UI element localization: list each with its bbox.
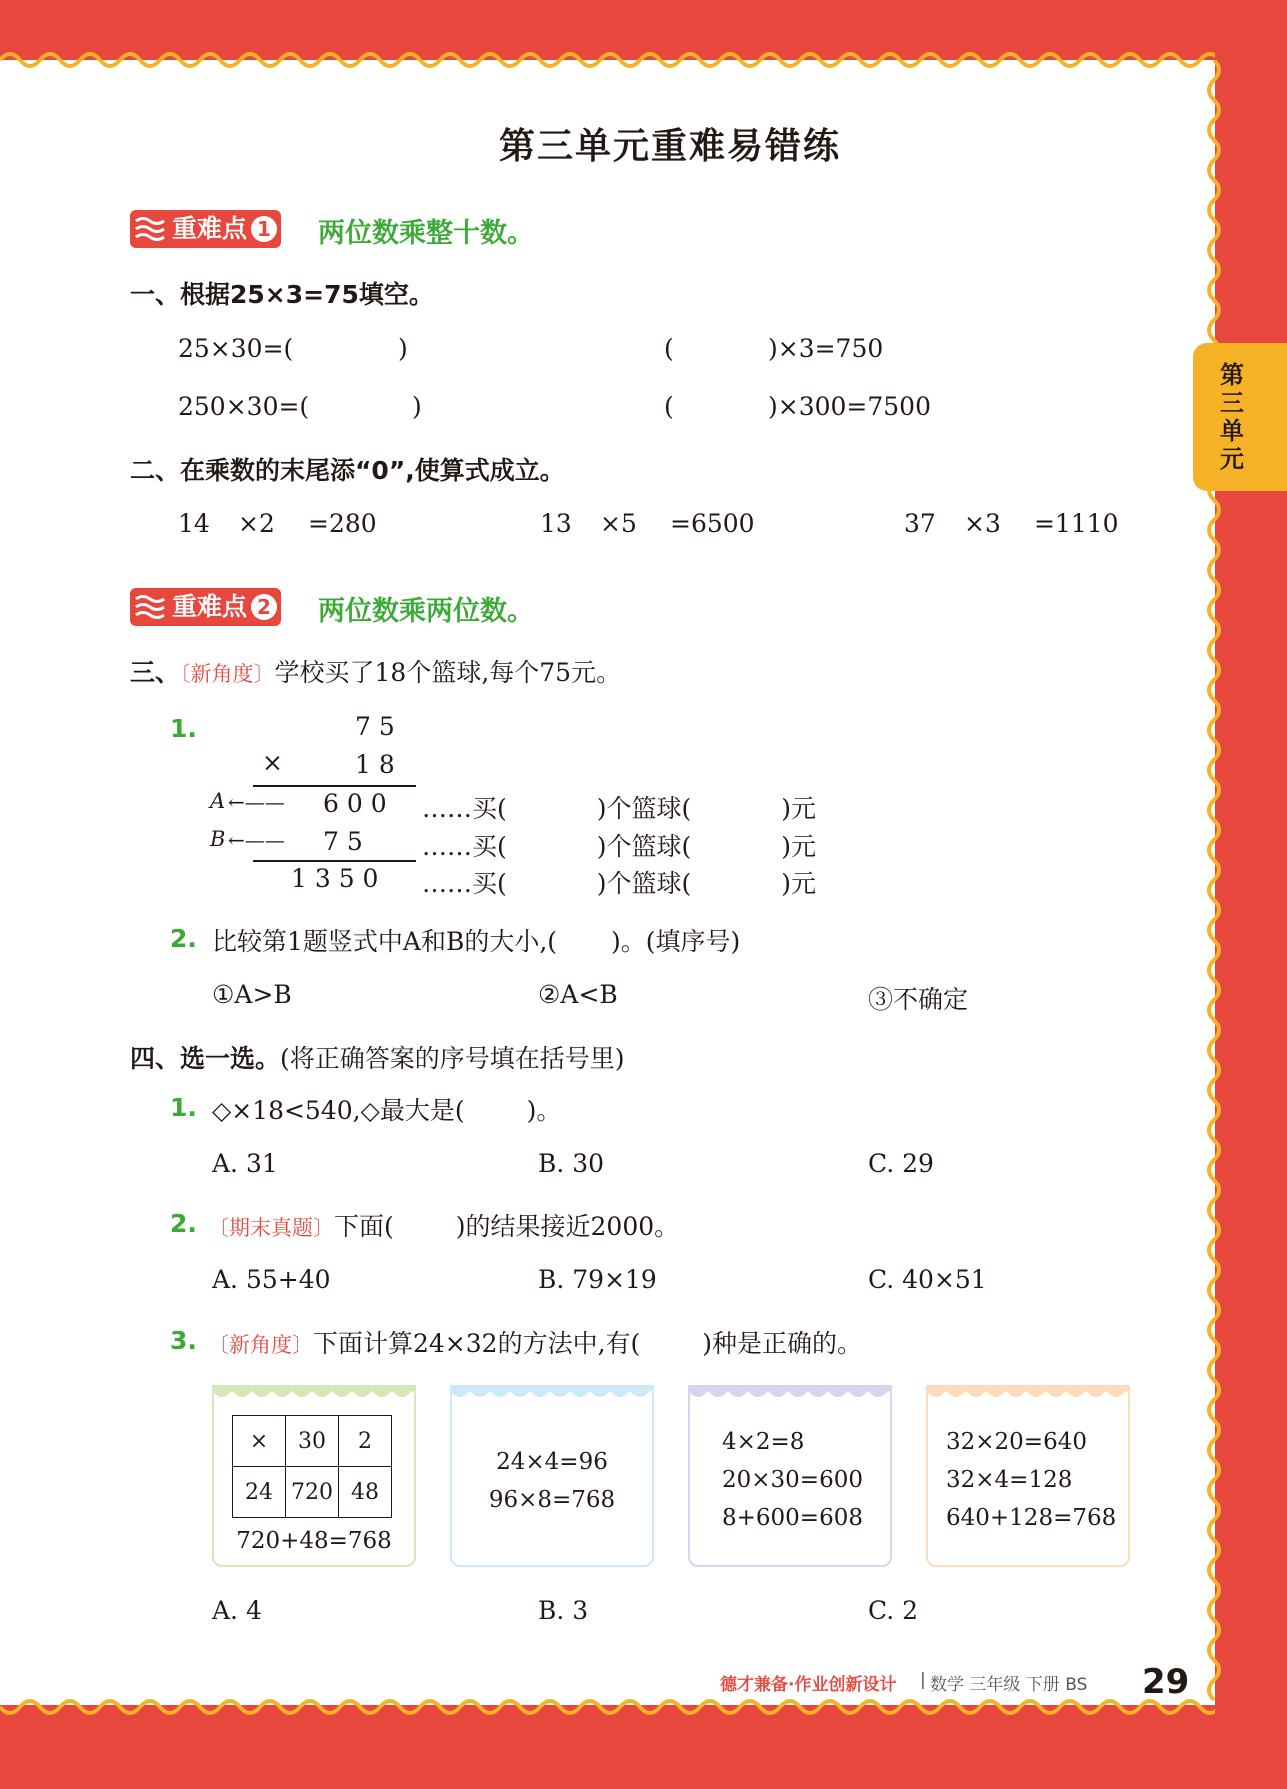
section-number-badge: 1 xyxy=(251,216,277,242)
question-3-heading xyxy=(130,653,621,689)
q3-tag: 〔新角度〕 xyxy=(180,662,275,686)
card-2-line-2: 96×8=768 xyxy=(488,1487,616,1513)
card-3-line-3: 8+600=608 xyxy=(722,1505,863,1531)
q2-item-2-mul: ×5 xyxy=(600,509,637,538)
card-scallop-top xyxy=(212,1385,416,1401)
q3-sub2-option-1[interactable]: ①A>B xyxy=(212,980,292,1009)
page-number: 29 xyxy=(1142,1662,1190,1702)
vert-op: × xyxy=(262,748,283,777)
section-number-badge: 2 xyxy=(251,594,277,620)
question-4-heading: 四、选一选。(将正确答案的序号填在括号里) xyxy=(130,1044,625,1073)
vert-line-2 xyxy=(253,860,416,862)
unit-side-tab-label: 第三单元 xyxy=(1220,361,1244,473)
q1-item-2a: ( xyxy=(664,334,674,363)
q2-item-1-mul: ×2 xyxy=(238,509,275,538)
fill-mid: )个篮球( xyxy=(596,832,692,861)
q1-item-1a: 25×30=( xyxy=(178,334,294,363)
arrow-a-icon: ←—— xyxy=(228,790,285,814)
vert-line-1 xyxy=(253,785,416,787)
method-card-4 xyxy=(926,1385,1130,1567)
q1-item-1b: ) xyxy=(398,334,408,363)
fill-mid: )个篮球( xyxy=(596,794,692,823)
q4-sub3-option-a[interactable]: A. 4 xyxy=(212,1596,262,1625)
q4-sub2-option-b[interactable]: B. 79×19 xyxy=(538,1265,657,1294)
q4-sub3-text: 〔新角度〕下面计算24×32的方法中,有( )种是正确的。 xyxy=(208,1329,863,1358)
wave-lines-icon xyxy=(130,210,170,248)
arrow-b-icon: ←—— xyxy=(228,828,285,852)
fill-mid: )个篮球( xyxy=(596,869,692,898)
q1-item-4a: ( xyxy=(664,392,674,421)
q4-sub1-option-c[interactable]: C. 29 xyxy=(868,1149,934,1178)
vert-row-1: 7 5 xyxy=(355,712,395,741)
fill-buy: ……买( xyxy=(422,869,507,898)
fill-buy: ……买( xyxy=(422,832,507,861)
q3-prefix: 三、 xyxy=(130,658,181,687)
q3-sub2-option-2[interactable]: ②A<B xyxy=(538,980,618,1009)
q2-item-3-num: 37 xyxy=(904,509,936,538)
fill-end: )元 xyxy=(781,794,817,823)
method-card-3 xyxy=(688,1385,892,1567)
section-title-2: 两位数乘两位数。 xyxy=(318,596,534,627)
fill-row-3 xyxy=(422,864,816,900)
q2-item-2-res: =6500 xyxy=(670,509,755,538)
q4-sub3-option-c[interactable]: C. 2 xyxy=(868,1596,919,1625)
vert-row-2: 1 8 xyxy=(355,750,395,779)
q3-sub2-text: 比较第1题竖式中A和B的大小,( )。(填序号) xyxy=(212,927,741,956)
multiplication-grid: × 30 2 24 720 48 xyxy=(232,1415,392,1518)
q4-sub1-option-b[interactable]: B. 30 xyxy=(538,1149,605,1178)
method-card-1 xyxy=(212,1385,416,1567)
q4-sub2-text: 〔期末真题〕下面( )的结果接近2000。 xyxy=(208,1212,680,1241)
bottom-wave-border xyxy=(0,1695,1215,1725)
q1-item-4b: )×300=7500 xyxy=(768,392,931,421)
wave-lines-icon xyxy=(130,588,170,626)
fill-row-1 xyxy=(422,789,816,825)
card-4-line-2: 32×4=128 xyxy=(946,1467,1073,1493)
card-2-line-1: 24×4=96 xyxy=(496,1449,608,1475)
q1-item-3b: ) xyxy=(412,392,422,421)
q2-item-3-mul: ×3 xyxy=(964,509,1001,538)
card-4-line-1: 32×20=640 xyxy=(946,1429,1087,1455)
section-badge-1 xyxy=(130,210,281,248)
fill-row-2 xyxy=(422,827,816,863)
question-2-heading: 二、在乘数的末尾添“0”,使算式成立。 xyxy=(130,456,565,485)
q1-item-3a: 250×30=( xyxy=(178,392,310,421)
section-badge-label: 重难点 xyxy=(172,592,248,621)
q3-text: 学校买了18个篮球,每个75元。 xyxy=(274,658,622,687)
card-1-sum: 720+48=768 xyxy=(236,1528,392,1554)
section-badge-label: 重难点 xyxy=(172,214,248,243)
card-3-line-1: 4×2=8 xyxy=(722,1429,805,1455)
q2-item-2-num: 13 xyxy=(540,509,572,538)
section-title-1: 两位数乘整十数。 xyxy=(318,218,534,249)
footer-separator: | xyxy=(920,1670,926,1690)
page-title: 第三单元重难易错练 xyxy=(498,126,841,167)
card-scallop-top xyxy=(926,1385,1130,1401)
footer-meta: 数学 三年级 下册 BS xyxy=(930,1675,1088,1695)
q2-item-1-num: 14 xyxy=(178,509,210,538)
fill-end: )元 xyxy=(781,869,817,898)
q4-sub2-option-a[interactable]: A. 55+40 xyxy=(212,1265,331,1294)
q4-sub2-option-c[interactable]: C. 40×51 xyxy=(868,1265,987,1294)
q1-item-2b: )×3=750 xyxy=(768,334,884,363)
method-card-2 xyxy=(450,1385,654,1567)
q4-sub2-number: 2. xyxy=(170,1209,197,1238)
q2-item-1-res: =280 xyxy=(308,509,377,538)
footer-brand: 德才兼备·作业创新设计 xyxy=(720,1675,897,1695)
vert-row-3: 6 0 0 xyxy=(323,789,387,818)
q3-sub2-number: 2. xyxy=(170,924,197,953)
q4-sub3-number: 3. xyxy=(170,1326,197,1355)
card-3-line-2: 20×30=600 xyxy=(722,1467,863,1493)
q3-sub2-option-3[interactable]: ③不确定 xyxy=(868,985,969,1014)
q4-sub1-number: 1. xyxy=(170,1093,197,1122)
card-scallop-top xyxy=(688,1385,892,1401)
right-wave-border xyxy=(1200,60,1230,1705)
label-b: B xyxy=(210,827,226,851)
vert-row-4: 7 5 xyxy=(323,827,363,856)
unit-side-tab xyxy=(1193,343,1287,491)
q2-item-3-res: =1110 xyxy=(1034,509,1119,538)
q4-sub1-text: ◇×18<540,◇最大是( )。 xyxy=(212,1096,562,1125)
question-1-heading: 一、根据25×3=75填空。 xyxy=(130,280,434,309)
card-scallop-top xyxy=(450,1385,654,1401)
q3-sub1-number: 1. xyxy=(170,714,197,743)
card-4-line-3: 640+128=768 xyxy=(946,1505,1117,1531)
section-badge-2 xyxy=(130,588,281,626)
fill-end: )元 xyxy=(781,832,817,861)
label-a: A xyxy=(210,789,226,813)
fill-buy: ……买( xyxy=(422,794,507,823)
vert-row-5: 1 3 5 0 xyxy=(291,864,379,893)
q4-sub3-option-b[interactable]: B. 3 xyxy=(538,1596,589,1625)
q4-sub1-option-a[interactable]: A. 31 xyxy=(212,1149,278,1178)
top-wave-border xyxy=(0,42,1215,72)
